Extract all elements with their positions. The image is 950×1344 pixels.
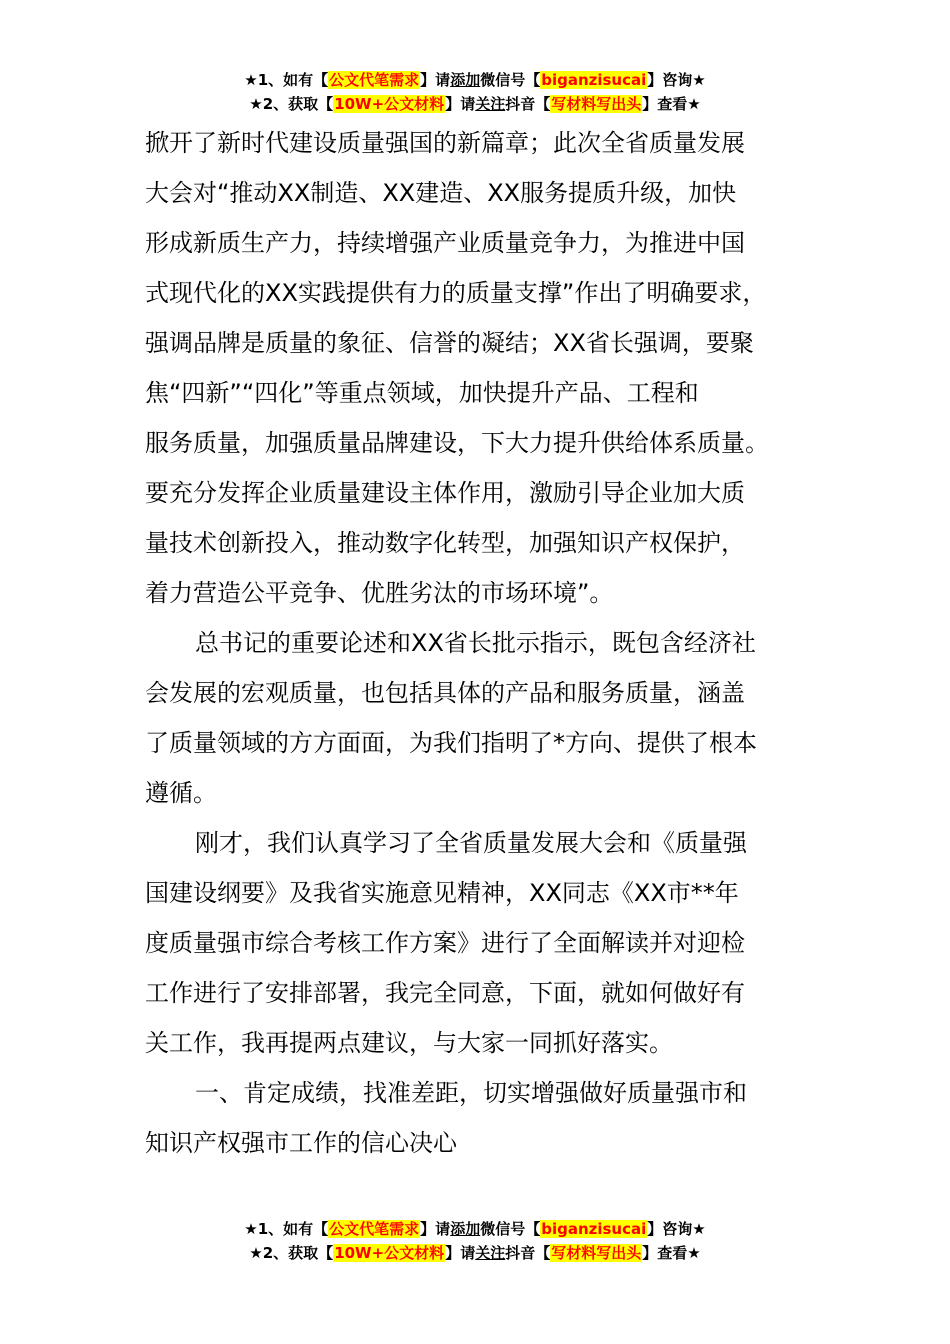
- banner-wechat-id: biganzisucai: [541, 1220, 647, 1238]
- body-line: 大会对“推动XX制造、XX建造、XX服务提质升级，加快: [145, 179, 737, 207]
- body-line: 掀开了新时代建设质量强国的新篇章；此次全省质量发展: [145, 129, 745, 157]
- banner-highlight: 写材料写出头: [551, 1244, 642, 1262]
- footer-banner: [0, 1217, 950, 1265]
- banner-line-1: [0, 68, 950, 92]
- document-body: [145, 118, 835, 1168]
- paragraph-start-line: 总书记的重要论述和XX省长批示指示，既包含经济社: [195, 629, 756, 657]
- banner-wechat-id: biganzisucai: [541, 71, 647, 89]
- banner-line-2: [0, 1241, 950, 1265]
- banner-text: ★1、如有【: [244, 71, 329, 89]
- body-line: 量技术创新投入，推动数字化转型，加强知识产权保护，: [145, 529, 745, 557]
- banner-text: 抖音【: [505, 95, 551, 113]
- body-line: 关工作，我再提两点建议，与大家一同抓好落实。: [145, 1029, 673, 1057]
- banner-line-2: [0, 92, 950, 116]
- banner-text: 抖音【: [505, 1244, 551, 1262]
- banner-highlight: 10W+公文材料: [334, 1244, 445, 1262]
- banner-text: 】请: [420, 71, 451, 89]
- banner-underline: 添加: [450, 71, 481, 89]
- banner-highlight: 10W+公文材料: [334, 95, 445, 113]
- banner-text: 】查看★: [642, 95, 701, 113]
- body-line: 强调品牌是质量的象征、信誉的凝结；XX省长强调，要聚: [145, 329, 754, 357]
- section-heading-line: 一、肯定成绩，找准差距，切实增强做好质量强市和: [195, 1079, 747, 1107]
- banner-text: 】请: [445, 95, 476, 113]
- header-banner: [0, 68, 950, 116]
- banner-text: ★2、获取【: [249, 95, 334, 113]
- banner-line-1: [0, 1217, 950, 1241]
- banner-highlight: 公文代笔需求: [329, 1220, 420, 1238]
- banner-text: 】请: [445, 1244, 476, 1262]
- paragraph-start-line: 刚才，我们认真学习了全省质量发展大会和《质量强: [195, 829, 747, 857]
- section-heading-line: 知识产权强市工作的信心决心: [145, 1129, 457, 1157]
- body-line: 服务质量，加强质量品牌建设，下大力提升供给体系质量。: [145, 429, 769, 457]
- banner-text: 】咨询★: [647, 71, 706, 89]
- banner-text: ★1、如有【: [244, 1220, 329, 1238]
- body-line: 着力营造公平竞争、优胜劣汰的市场环境”。: [145, 579, 614, 607]
- banner-underline: 关注: [475, 1244, 506, 1262]
- banner-text: 微信号【: [480, 71, 541, 89]
- banner-underline: 关注: [475, 95, 506, 113]
- body-line: 焦“四新”“四化”等重点领域，加快提升产品、工程和: [145, 379, 699, 407]
- banner-text: 】咨询★: [647, 1220, 706, 1238]
- body-line: 要充分发挥企业质量建设主体作用，激励引导企业加大质: [145, 479, 745, 507]
- banner-text: 】查看★: [642, 1244, 701, 1262]
- body-line: 会发展的宏观质量，也包括具体的产品和服务质量，涵盖: [145, 679, 745, 707]
- banner-text: 微信号【: [480, 1220, 541, 1238]
- body-line: 度质量强市综合考核工作方案》进行了全面解读并对迎检: [145, 929, 745, 957]
- banner-highlight: 公文代笔需求: [329, 71, 420, 89]
- banner-highlight: 写材料写出头: [551, 95, 642, 113]
- body-line: 国建设纲要》及我省实施意见精神，XX同志《XX市**年: [145, 879, 739, 907]
- body-line: 工作进行了安排部署，我完全同意，下面，就如何做好有: [145, 979, 745, 1007]
- body-line: 形成新质生产力，持续增强产业质量竞争力，为推进中国: [145, 229, 745, 257]
- banner-text: ★2、获取【: [249, 1244, 334, 1262]
- body-line: 遵循。: [145, 779, 217, 807]
- banner-text: 】请: [420, 1220, 451, 1238]
- body-line: 式现代化的XX实践提供有力的质量支撑”作出了明确要求，: [145, 279, 767, 307]
- body-line: 了质量领域的方方面面，为我们指明了*方向、提供了根本: [145, 729, 757, 757]
- banner-underline: 添加: [450, 1220, 481, 1238]
